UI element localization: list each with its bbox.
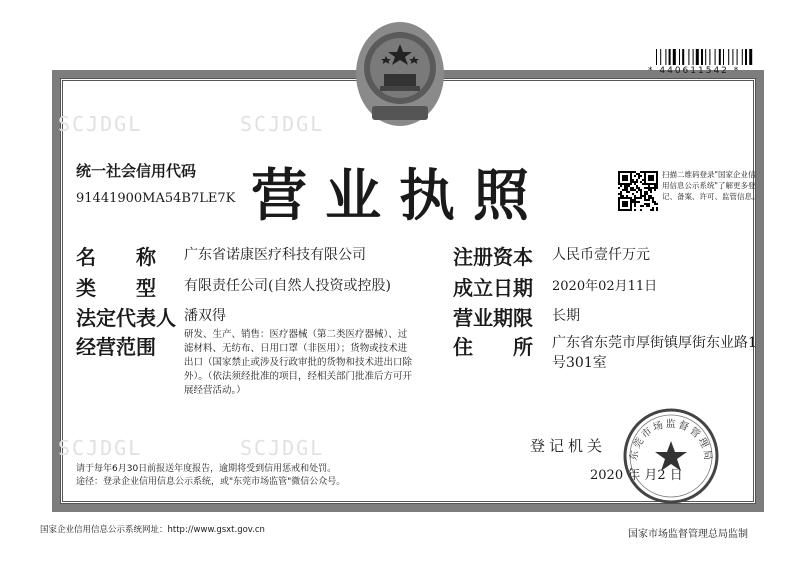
- issue-date: 2020 年 月2 日: [590, 468, 683, 483]
- scope-label: 经营范围: [76, 335, 156, 359]
- watermark-text: SCJDGL: [58, 436, 143, 460]
- type-value: 有限责任公司(自然人投资或控股): [184, 278, 391, 294]
- name-value: 广东省诺康医疗科技有限公司: [184, 247, 366, 263]
- watermark-text: SCJDGL: [240, 112, 325, 136]
- official-seal-icon: [620, 405, 722, 507]
- issuer-label: 国家市场监督管理总局监制: [628, 529, 748, 540]
- system-url: 国家企业信用信息公示系统网址：http://www.gsxt.gov.cn: [40, 525, 265, 535]
- watermark-text: SCJDGL: [58, 112, 143, 136]
- address-label: 住 所: [453, 335, 533, 359]
- legal-rep-value: 潘双得: [184, 308, 226, 324]
- qr-code-icon: [618, 171, 658, 211]
- capital-label: 注册资本: [453, 245, 533, 269]
- scope-value: 研发、生产、销售：医疗器械（第二类医疗器械）、过滤材料、无纺布、日用口罩（非医用）；货物或技术进出口（国家禁止或涉及行政审批的货物和技术进出口除外）。（依法须经批准的项目，经相关部门批准后方可开展经营活动。）: [184, 329, 413, 396]
- serial-number-value: 440611542: [659, 66, 729, 76]
- footer-note: 途径：登录企业信用信息公示系统，或"东莞市场监管"微信公众号。: [76, 477, 346, 487]
- credit-code-label: 统一社会信用代码: [76, 162, 197, 180]
- page-title: 营业执照: [251, 164, 547, 229]
- watermark-text: SCJDGL: [240, 436, 325, 460]
- address-value: 广东省东莞市厚街镇厚街东业路1号301室: [552, 335, 757, 371]
- legal-rep-label: 法定代表人: [76, 306, 176, 330]
- footer-note: 请于每年6月30日前报送年度报告，逾期将受到信用惩戒和处罚。: [76, 464, 337, 474]
- serial-number: * 440611542 *: [648, 66, 741, 76]
- footer-notes: [76, 463, 345, 489]
- svg-text:东莞市场监督管理局: 东莞市场监督管理局: [628, 418, 714, 463]
- founded-label: 成立日期: [453, 276, 533, 300]
- type-label: 类 型: [76, 276, 156, 300]
- capital-value: 人民币壹仟万元: [552, 247, 650, 263]
- authority-label: 登记机关: [530, 437, 607, 455]
- term-label: 营业期限: [453, 306, 533, 330]
- name-label: 名 称: [76, 245, 156, 269]
- barcode-icon: [656, 49, 754, 67]
- founded-value: 2020年02月11日: [552, 279, 658, 294]
- term-value: 长期: [552, 308, 580, 324]
- qr-note: 扫描二维码登录"国家企业信用信息公示系统"了解更多登记、备案、许可、监管信息。: [662, 170, 760, 201]
- national-emblem-icon: [352, 18, 448, 130]
- credit-code: 91441900MA54B7LE7K: [76, 191, 236, 206]
